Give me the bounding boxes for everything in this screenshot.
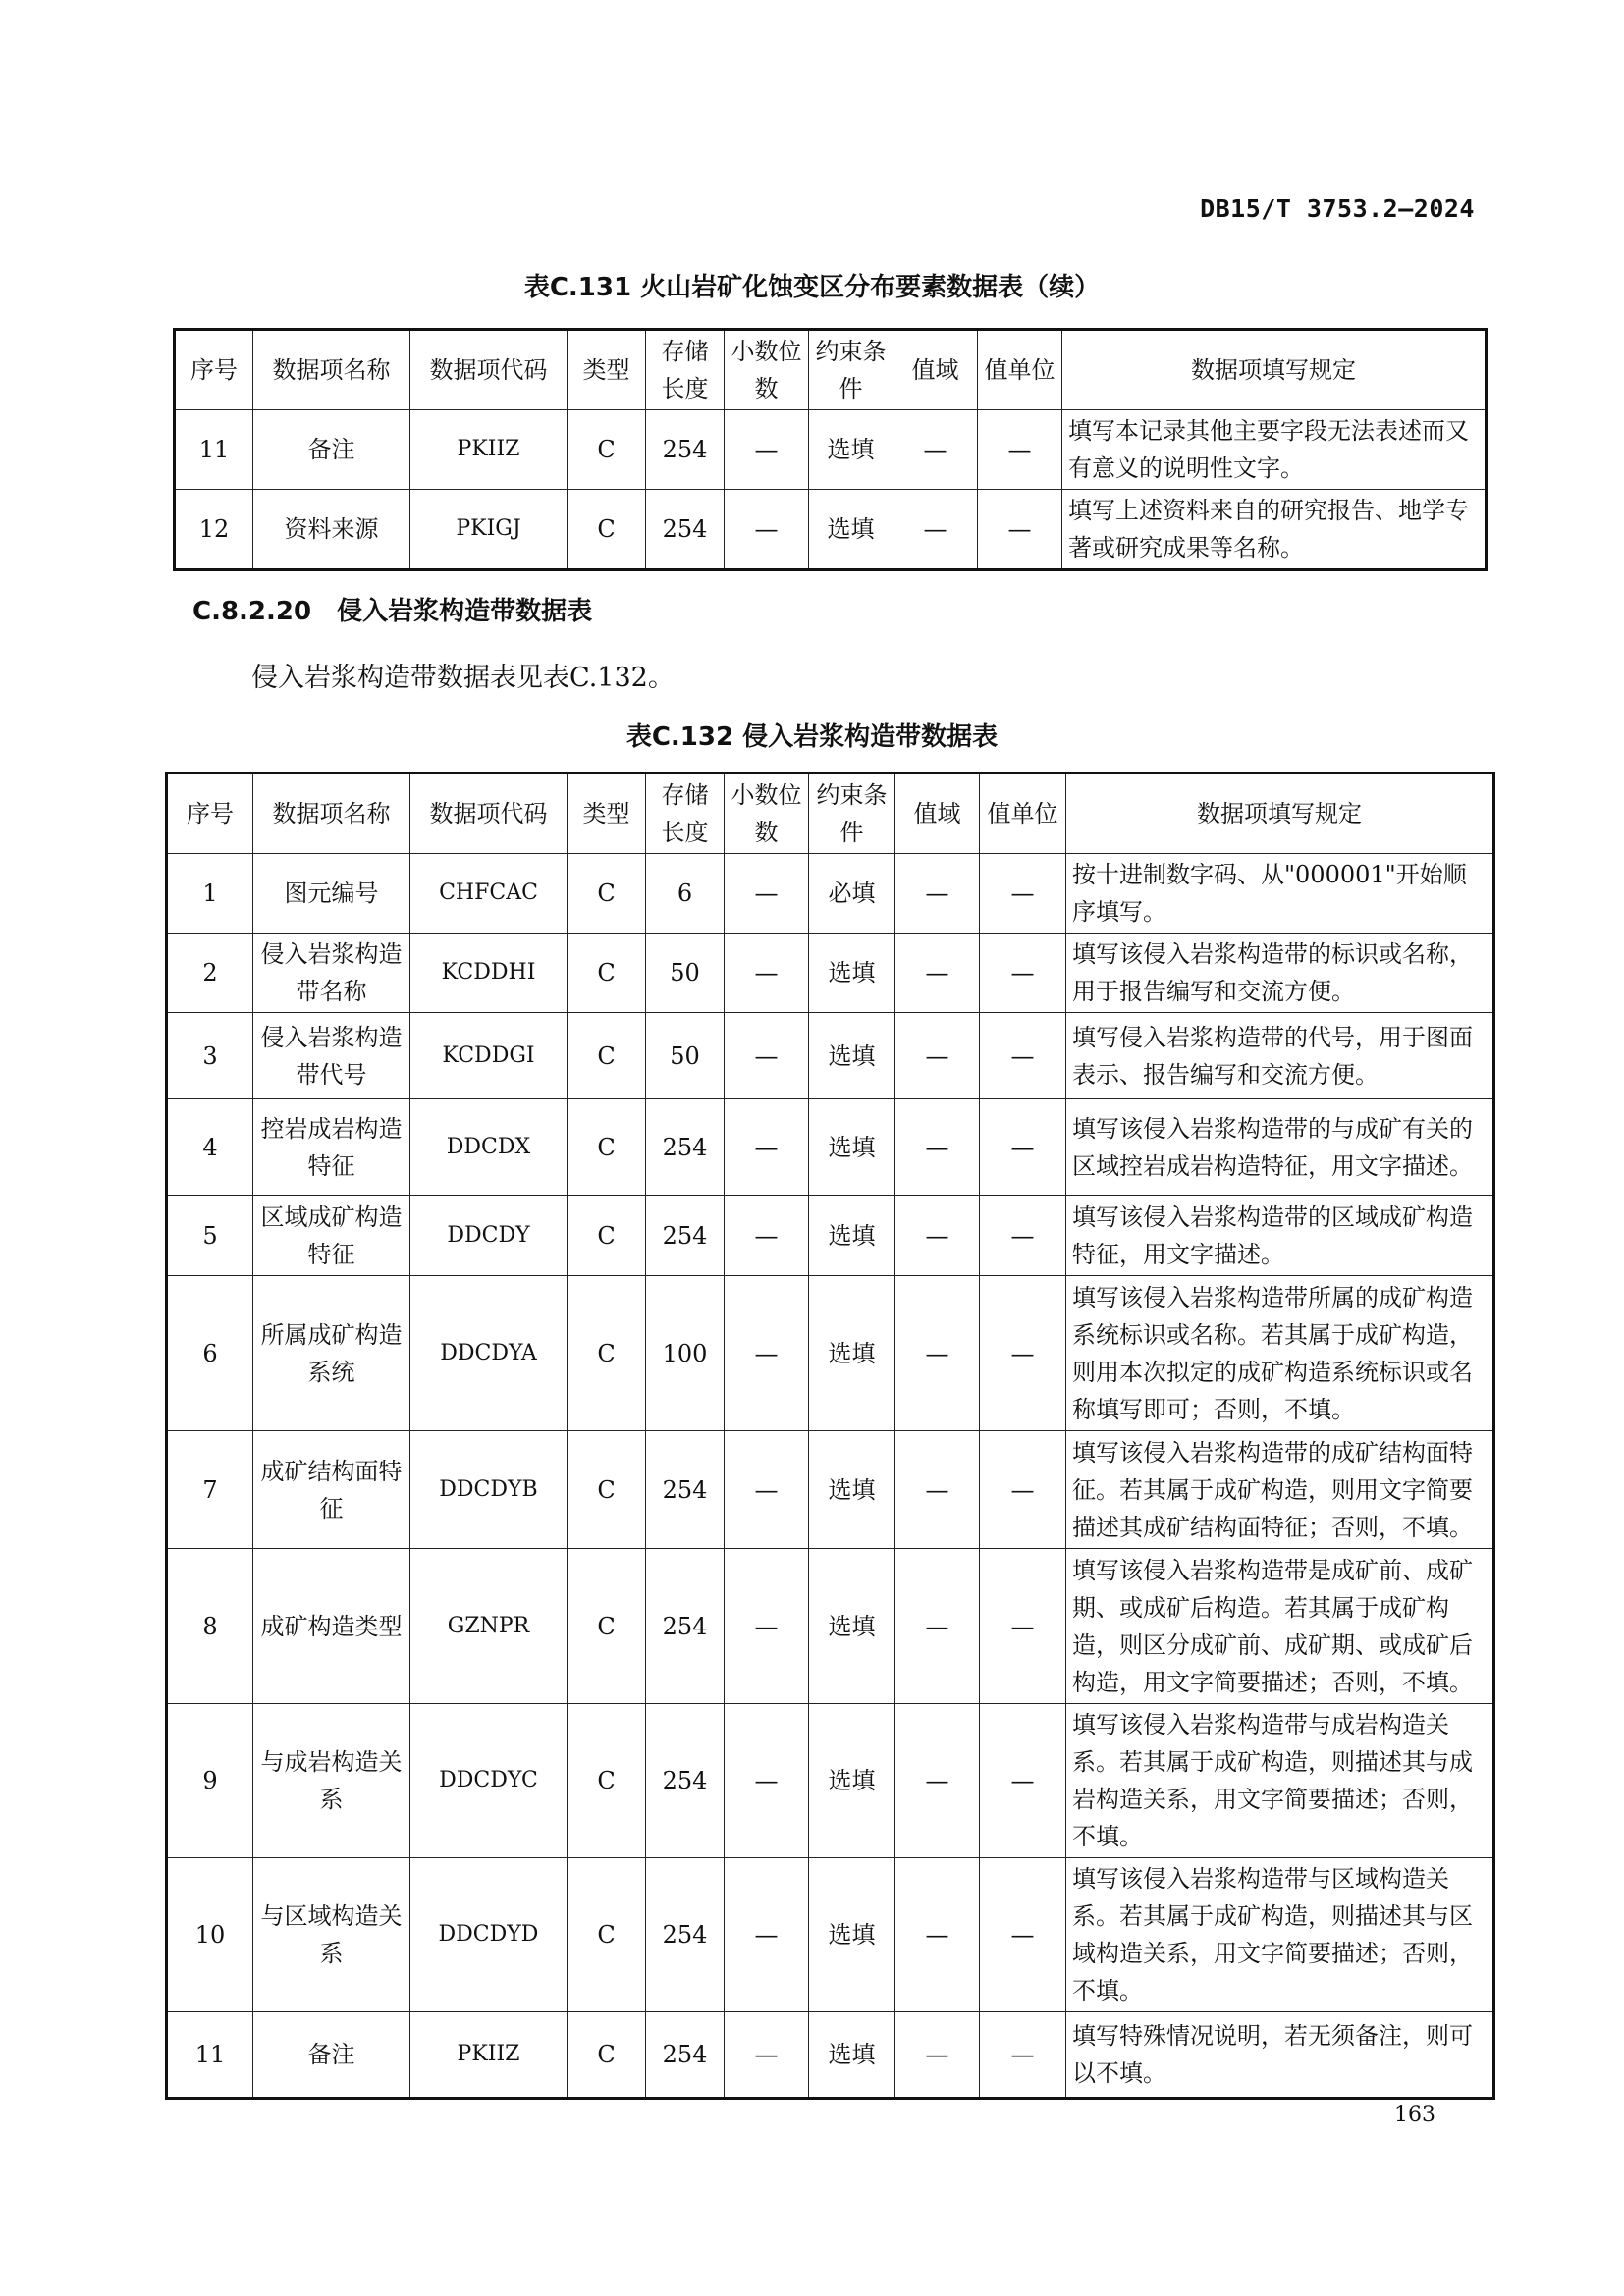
table-cell: — [895,1549,980,1704]
table-cell: 9 [167,1704,253,1858]
table-cell: 选填 [809,1276,895,1431]
table-cell: 成矿结构面特征 [253,1431,410,1549]
table-cell: — [895,1013,980,1099]
column-header: 数据项名称 [253,774,410,854]
table-cell: — [978,490,1062,570]
table-cell: — [725,1196,809,1276]
table-cell: — [725,2012,809,2099]
table-cell: 254 [646,1431,725,1549]
table-row [167,934,1494,1013]
table-cell: 与区域构造关系 [253,1858,410,2012]
table-cell: 2 [167,934,253,1013]
table-row [167,1704,1494,1858]
table-cell: — [895,1099,980,1196]
table-cell: 10 [167,1858,253,2012]
table-cell: DDCDX [410,1099,568,1196]
table-cell: 7 [167,1431,253,1549]
table-cell: — [980,1704,1066,1858]
column-header: 数据项名称 [253,330,410,410]
table-cell: 填写本记录其他主要字段无法表述而又有意义的说明性文字。 [1062,410,1487,490]
table-cell: DDCDYB [410,1431,568,1549]
column-header: 类型 [568,330,646,410]
table-cell: — [893,410,978,490]
table-row [175,410,1487,490]
section-heading [192,591,592,627]
column-header: 数据项填写规定 [1062,330,1487,410]
table-row [167,2012,1494,2099]
table-cell: — [980,1196,1066,1276]
table-cell: 选填 [809,1704,895,1858]
table-cell: — [895,1858,980,2012]
table-row [167,1431,1494,1549]
table-cell: 填写该侵入岩浆构造带的区域成矿构造特征，用文字描述。 [1066,1196,1494,1276]
table-cell: 6 [646,854,725,934]
table-cell: 8 [167,1549,253,1704]
table-cell: — [980,934,1066,1013]
table-cell: — [725,1099,809,1196]
column-header: 存储长度 [646,774,725,854]
table-cell: — [895,1431,980,1549]
table-cell: KCDDHI [410,934,568,1013]
table-cell: — [725,854,809,934]
table-cell: KCDDGI [410,1013,568,1099]
table-cell: 50 [646,934,725,1013]
table-row [175,490,1487,570]
table-cell: — [980,2012,1066,2099]
table-cell: — [980,1549,1066,1704]
table-cell: — [978,410,1062,490]
table-cell: 1 [167,854,253,934]
table-cell: 254 [646,1196,725,1276]
table-cell: PKIGJ [410,490,568,570]
column-header: 约束条件 [809,330,893,410]
table-cell: 填写该侵入岩浆构造带所属的成矿构造系统标识或名称。若其属于成矿构造，则用本次拟定的成矿构造系统标识或名称填写即可；否则，不填。 [1066,1276,1494,1431]
table-cell: — [725,934,809,1013]
table-row [167,1549,1494,1704]
column-header: 约束条件 [809,774,895,854]
table-cell: C [568,2012,646,2099]
table-cell: — [895,1704,980,1858]
table-cell: C [568,1549,646,1704]
table-1-body [175,410,1487,570]
table-cell: 100 [646,1276,725,1431]
table-cell: 254 [646,490,725,570]
table-cell: C [568,1858,646,2012]
table-cell: C [568,1196,646,1276]
table-cell: 11 [167,2012,253,2099]
table-cell: 填写该侵入岩浆构造带与成岩构造关系。若其属于成矿构造，则描述其与成岩构造关系，用文字简要描述；否则，不填。 [1066,1704,1494,1858]
table-cell: — [895,934,980,1013]
table-1-caption: 表C.131 火山岩矿化蚀变区分布要素数据表（续） [523,273,1101,302]
table-cell: 侵入岩浆构造带名称 [253,934,410,1013]
table-cell: 选填 [809,1196,895,1276]
table-cell: 选填 [809,490,893,570]
table-cell: DDCDY [410,1196,568,1276]
section-number: C.8.2.20 [192,597,312,626]
table-cell: 选填 [809,410,893,490]
column-header: 值单位 [980,774,1066,854]
table-cell: 选填 [809,1431,895,1549]
table-cell: 3 [167,1013,253,1099]
table-cell: 50 [646,1013,725,1099]
table-cell: C [568,490,646,570]
table-cell: C [568,934,646,1013]
table-cell: — [980,1013,1066,1099]
table-cell: 资料来源 [253,490,410,570]
table-cell: C [568,1704,646,1858]
table-cell: 254 [646,2012,725,2099]
table-cell: 254 [646,1704,725,1858]
table-cell: PKIIZ [410,2012,568,2099]
table-cell: — [895,2012,980,2099]
table-cell: 选填 [809,1099,895,1196]
table-cell: 填写该侵入岩浆构造带与区域构造关系。若其属于成矿构造，则描述其与区域构造关系，用文字简要描述；否则，不填。 [1066,1858,1494,2012]
table-row [167,1099,1494,1196]
table-cell: — [895,1196,980,1276]
section-title: 侵入岩浆构造带数据表 [337,597,593,626]
table-cell: 与成岩构造关系 [253,1704,410,1858]
table-row [167,1276,1494,1431]
column-header: 值域 [893,330,978,410]
table-cell: — [725,490,809,570]
table-cell: — [725,1549,809,1704]
table-cell: 必填 [809,854,895,934]
table-cell: 11 [175,410,253,490]
table-cell: 备注 [253,2012,410,2099]
table-cell: 254 [646,1549,725,1704]
table-cell: 选填 [809,1549,895,1704]
column-header: 序号 [175,330,253,410]
table-cell: C [568,1431,646,1549]
table-cell: — [725,1013,809,1099]
table-cell: C [568,410,646,490]
table-cell: CHFCAC [410,854,568,934]
column-header: 小数位数 [725,774,809,854]
table-cell: 区域成矿构造特征 [253,1196,410,1276]
table-cell: 填写侵入岩浆构造带的代号，用于图面表示、报告编写和交流方便。 [1066,1013,1494,1099]
table-cell: — [980,1431,1066,1549]
table-2-caption: 表C.132 侵入岩浆构造带数据表 [625,722,999,752]
table-cell: DDCDYA [410,1276,568,1431]
table-2-header-row [167,774,1494,854]
table-cell: C [568,854,646,934]
table-row [167,1858,1494,2012]
table-cell: 6 [167,1276,253,1431]
table-row [167,1196,1494,1276]
table-cell: 侵入岩浆构造带代号 [253,1013,410,1099]
column-header: 小数位数 [725,330,809,410]
table-1-header-row [175,330,1487,410]
table-2-body [167,854,1494,2099]
table-cell: 填写特殊情况说明，若无须备注，则可以不填。 [1066,2012,1494,2099]
table-row [167,1013,1494,1099]
column-header: 值单位 [978,330,1062,410]
table-cell: — [725,410,809,490]
table-cell: — [893,490,978,570]
table-cell: 5 [167,1196,253,1276]
table-cell: — [980,1276,1066,1431]
table-cell: 254 [646,1099,725,1196]
table-cell: — [980,1099,1066,1196]
table-cell: 选填 [809,2012,895,2099]
table-cell: 4 [167,1099,253,1196]
column-header: 数据项代码 [410,774,568,854]
table-cell: C [568,1276,646,1431]
column-header: 数据项代码 [410,330,568,410]
table-cell: — [980,1858,1066,2012]
table-cell: 选填 [809,934,895,1013]
table-cell: 控岩成岩构造特征 [253,1099,410,1196]
table-cell: C [568,1013,646,1099]
column-header: 序号 [167,774,253,854]
table-cell: C [568,1099,646,1196]
column-header: 存储长度 [646,330,725,410]
table-cell: — [895,854,980,934]
table-cell: 所属成矿构造系统 [253,1276,410,1431]
table-2 [165,772,1495,2100]
table-cell: 填写该侵入岩浆构造带的标识或名称，用于报告编写和交流方便。 [1066,934,1494,1013]
column-header: 数据项填写规定 [1066,774,1494,854]
table-cell: — [725,1858,809,2012]
column-header: 类型 [568,774,646,854]
table-cell: PKIIZ [410,410,568,490]
table-cell: 填写该侵入岩浆构造带的与成矿有关的区域控岩成岩构造特征，用文字描述。 [1066,1099,1494,1196]
table-cell: 按十进制数字码、从"000001"开始顺序填写。 [1066,854,1494,934]
table-row [167,854,1494,934]
table-cell: DDCDYC [410,1704,568,1858]
table-cell: — [725,1276,809,1431]
table-cell: DDCDYD [410,1858,568,2012]
table-cell: 选填 [809,1858,895,2012]
intro-paragraph: 侵入岩浆构造带数据表见表C.132。 [251,663,675,693]
table-cell: — [725,1704,809,1858]
table-cell: 填写上述资料来自的研究报告、地学专著或研究成果等名称。 [1062,490,1487,570]
table-cell: — [895,1276,980,1431]
table-cell: 备注 [253,410,410,490]
table-cell: — [725,1431,809,1549]
column-header: 值域 [895,774,980,854]
table-cell: 选填 [809,1013,895,1099]
table-cell: 254 [646,1858,725,2012]
table-cell: — [980,854,1066,934]
table-cell: 填写该侵入岩浆构造带的成矿结构面特征。若其属于成矿构造，则用文字简要描述其成矿结构面特征；否则，不填。 [1066,1431,1494,1549]
page-number: 163 [1394,2103,1435,2127]
table-cell: 12 [175,490,253,570]
table-cell: 254 [646,410,725,490]
table-cell: 填写该侵入岩浆构造带是成矿前、成矿期、或成矿后构造。若其属于成矿构造，则区分成矿前、成矿期、或成矿后构造，用文字简要描述；否则，不填。 [1066,1549,1494,1704]
table-cell: 成矿构造类型 [253,1549,410,1704]
table-cell: 图元编号 [253,854,410,934]
table-1 [173,328,1488,571]
document-code: DB15/T 3753.2—2024 [1200,194,1475,223]
table-cell: GZNPR [410,1549,568,1704]
